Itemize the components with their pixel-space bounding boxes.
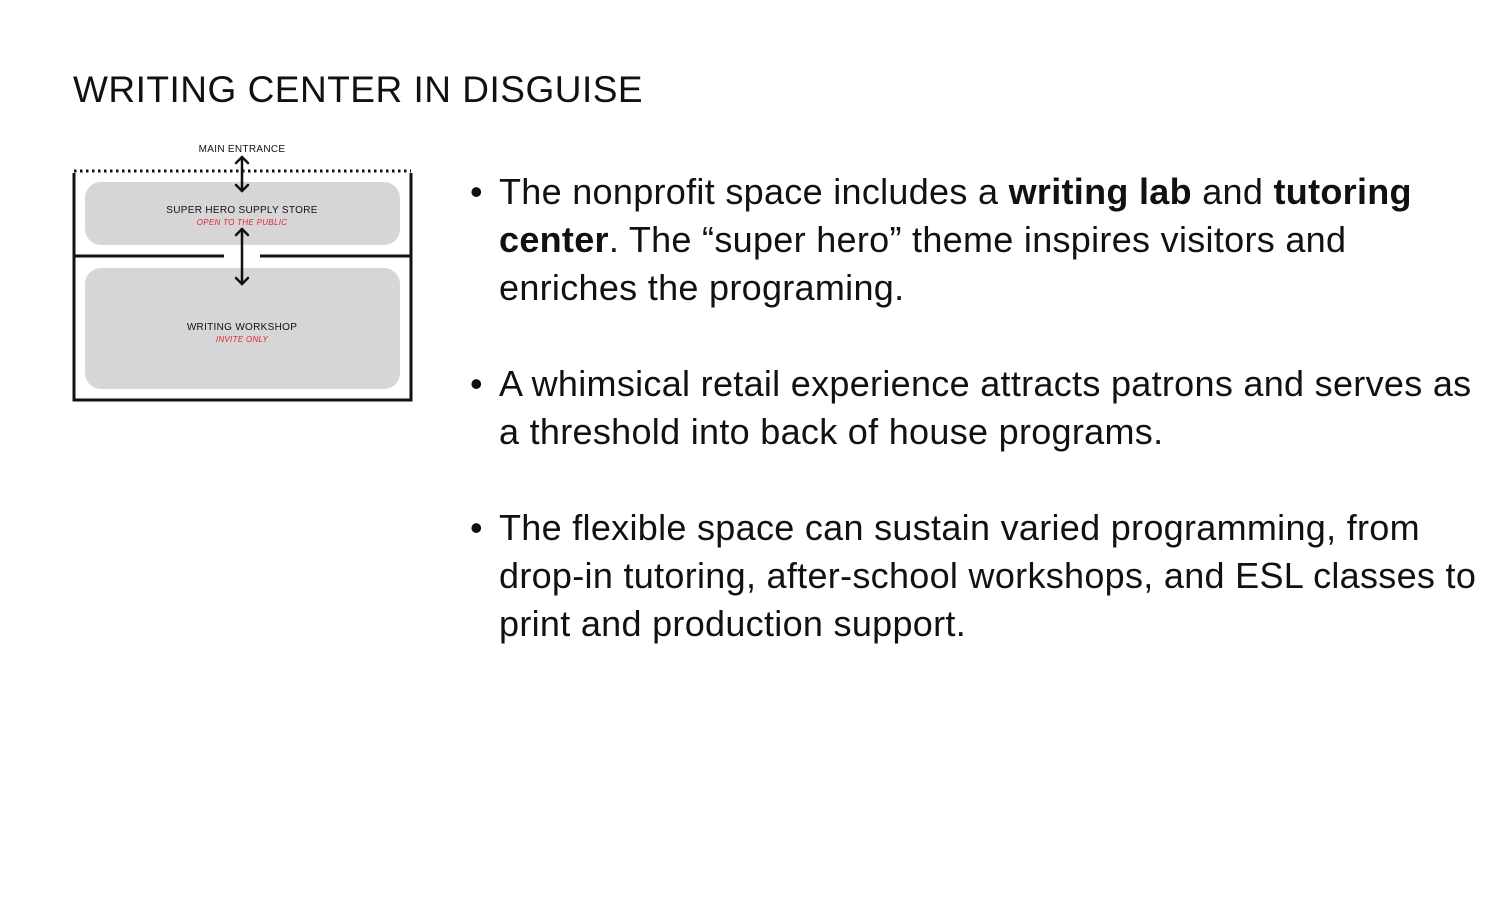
- bullet-1-text-c: . The “super hero” theme inspires visitors and enriches the programing.: [499, 219, 1347, 308]
- workshop-sublabel: INVITE ONLY: [215, 335, 269, 344]
- page-title: WRITING CENTER IN DISGUISE: [73, 69, 644, 110]
- bullet-item-3: [470, 504, 1480, 648]
- store-sublabel: OPEN TO THE PUBLIC: [196, 218, 288, 227]
- main-entrance-label: MAIN ENTRANCE: [198, 144, 286, 155]
- store-label: SUPER HERO SUPPLY STORE: [166, 205, 318, 216]
- bullet-2-text: A whimsical retail experience attracts patrons and serves as a threshold into back of house programs.: [499, 363, 1472, 452]
- bullet-item-1: [470, 168, 1480, 312]
- bullet-1-text-b: and: [1191, 171, 1274, 212]
- bullet-list: [470, 168, 1480, 696]
- bullet-1-bold-tutoring-center: tutoring center: [499, 171, 1412, 260]
- entrance-arrow-icon: [236, 157, 248, 191]
- bullet-1-text-a: The nonprofit space includes a: [499, 171, 1009, 212]
- bullet-1-bold-writing-lab: writing lab: [1008, 171, 1192, 212]
- bullet-3-text: The flexible space can sustain varied programming, from drop-in tutoring, after-school workshops, and ESL classes to print and production support.: [499, 507, 1477, 644]
- floor-plan-diagram: [0, 0, 440, 420]
- bullet-marker: •: [470, 171, 483, 212]
- workshop-label: WRITING WORKSHOP: [186, 322, 298, 333]
- bullet-marker: •: [470, 363, 483, 404]
- bullet-item-2: [470, 360, 1480, 456]
- bullet-marker: •: [470, 507, 483, 548]
